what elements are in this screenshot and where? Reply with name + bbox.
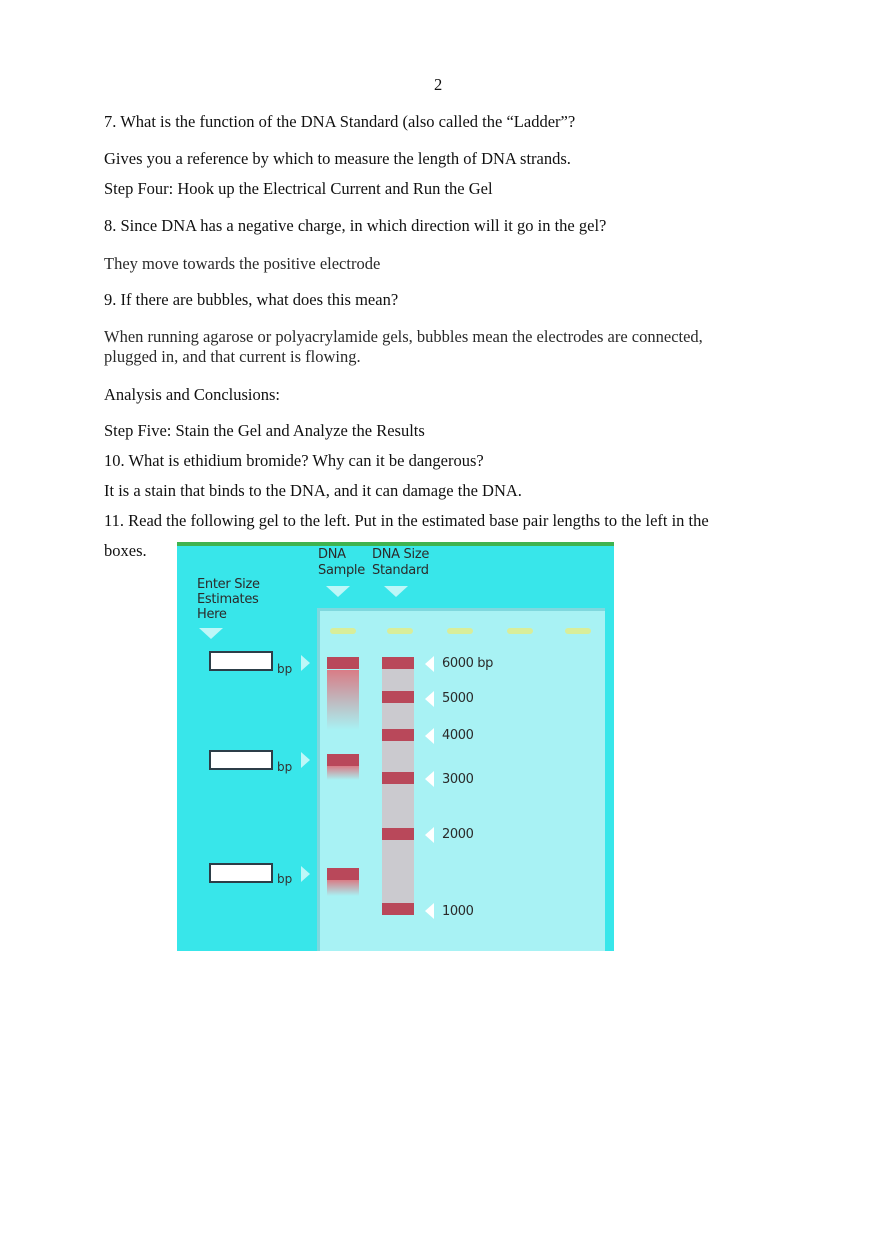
well-lane-2 bbox=[387, 628, 413, 634]
sample-band-3 bbox=[327, 868, 359, 880]
bp-unit-label-3: bp bbox=[277, 872, 293, 886]
ladder-label-1000: 1000 bbox=[442, 904, 474, 919]
question-11-line-1: 11. Read the following gel to the left. Put in the estimated base pair lengths to the left in the bbox=[104, 511, 709, 530]
answer-10: It is a stain that binds to the DNA, and it can damage the DNA. bbox=[104, 481, 522, 500]
sample-smear-1 bbox=[327, 670, 359, 730]
question-9: 9. If there are bubbles, what does this mean? bbox=[104, 290, 399, 309]
enter-size-label-line-1: Enter Size bbox=[197, 577, 260, 592]
page-number: 2 bbox=[434, 75, 443, 94]
sample-smear-2 bbox=[327, 766, 359, 780]
ladder-band-5000 bbox=[382, 691, 414, 703]
ladder-label-6000: 6000 bp bbox=[442, 656, 493, 671]
ladder-pointer-3000-icon bbox=[425, 771, 434, 787]
enter-size-label-line-2: Estimates bbox=[197, 592, 259, 607]
answer-8: They move towards the positive electrode bbox=[104, 254, 381, 273]
question-8: 8. Since DNA has a negative charge, in which direction will it go in the gel? bbox=[104, 216, 607, 235]
ladder-pointer-4000-icon bbox=[425, 728, 434, 744]
well-lane-4 bbox=[507, 628, 533, 634]
dna-standard-arrow-icon bbox=[384, 586, 408, 597]
input-2-arrow-icon bbox=[301, 752, 310, 768]
ladder-pointer-1000-icon bbox=[425, 903, 434, 919]
step-four-heading: Step Four: Hook up the Electrical Current and Run the Gel bbox=[104, 179, 493, 198]
dna-standard-label-line-2: Standard bbox=[372, 563, 429, 578]
gel-figure bbox=[177, 542, 614, 951]
well-lane-1 bbox=[330, 628, 356, 634]
dna-sample-arrow-icon bbox=[326, 586, 350, 597]
question-10: 10. What is ethidium bromide? Why can it be dangerous? bbox=[104, 451, 484, 470]
answer-9-line-2: plugged in, and that current is flowing. bbox=[104, 347, 361, 366]
size-estimate-input-1[interactable] bbox=[209, 651, 273, 671]
ladder-band-3000 bbox=[382, 772, 414, 784]
ladder-label-5000: 5000 bbox=[442, 691, 474, 706]
question-7: 7. What is the function of the DNA Standard (also called the “Ladder”? bbox=[104, 112, 576, 131]
well-lane-5 bbox=[565, 628, 591, 634]
sample-band-1 bbox=[327, 657, 359, 669]
ladder-band-1000 bbox=[382, 903, 414, 915]
ladder-pointer-2000-icon bbox=[425, 827, 434, 843]
bp-unit-label-2: bp bbox=[277, 760, 293, 774]
dna-sample-label-line-1: DNA bbox=[318, 547, 346, 562]
size-estimate-input-2[interactable] bbox=[209, 750, 273, 770]
answer-7: Gives you a reference by which to measure the length of DNA strands. bbox=[104, 149, 571, 168]
size-estimate-input-3[interactable] bbox=[209, 863, 273, 883]
ladder-band-6000 bbox=[382, 657, 414, 669]
question-11-line-2: boxes. bbox=[104, 541, 147, 560]
ladder-pointer-6000-icon bbox=[425, 656, 434, 672]
ladder-label-4000: 4000 bbox=[442, 728, 474, 743]
ladder-band-2000 bbox=[382, 828, 414, 840]
ladder-band-4000 bbox=[382, 729, 414, 741]
dna-standard-label-line-1: DNA Size bbox=[372, 547, 430, 562]
step-five-heading: Step Five: Stain the Gel and Analyze the Results bbox=[104, 421, 425, 440]
dna-sample-label-line-2: Sample bbox=[318, 563, 365, 578]
answer-9-line-1: When running agarose or polyacrylamide gels, bubbles mean the electrodes are connected, bbox=[104, 327, 703, 346]
input-1-arrow-icon bbox=[301, 655, 310, 671]
ladder-label-3000: 3000 bbox=[442, 772, 474, 787]
enter-size-arrow-icon bbox=[199, 628, 223, 639]
sample-band-2 bbox=[327, 754, 359, 766]
bp-unit-label-1: bp bbox=[277, 662, 293, 676]
ladder-label-2000: 2000 bbox=[442, 827, 474, 842]
well-lane-3 bbox=[447, 628, 473, 634]
input-3-arrow-icon bbox=[301, 866, 310, 882]
analysis-heading: Analysis and Conclusions: bbox=[104, 385, 280, 404]
sample-smear-3 bbox=[327, 880, 359, 896]
gel-top-border bbox=[177, 542, 614, 546]
ladder-pointer-5000-icon bbox=[425, 691, 434, 707]
enter-size-label-line-3: Here bbox=[197, 607, 227, 622]
